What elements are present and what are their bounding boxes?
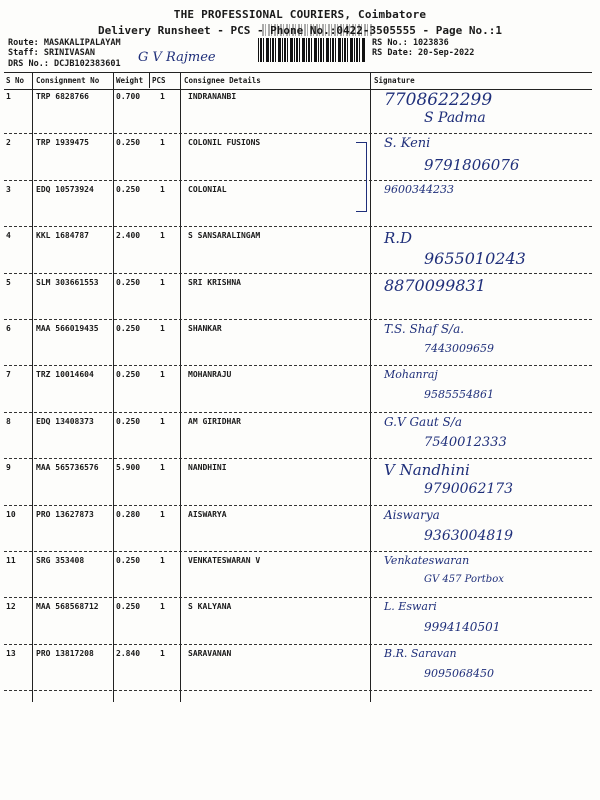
signature-line-2: 9585554861 bbox=[424, 388, 494, 402]
row-weight: 0.250 bbox=[116, 370, 141, 380]
row-consignment: PRO 13627873 bbox=[36, 509, 94, 519]
row-consignee: S KALYANA bbox=[188, 602, 232, 612]
row-consignment: EDQ 13408373 bbox=[36, 416, 94, 426]
row-consignment: SRG 353408 bbox=[36, 556, 85, 565]
rs-number: RS No.: 1023836 bbox=[372, 38, 449, 48]
signature-line-1: 8870099831 bbox=[384, 275, 486, 295]
row-consignee: NANDHINI bbox=[188, 463, 227, 473]
row-consignee: SRI KRISHNA bbox=[188, 277, 241, 287]
row-pcs: 1 bbox=[160, 463, 165, 473]
row-pcs: 1 bbox=[160, 138, 165, 148]
row-sno: 8 bbox=[6, 416, 11, 426]
col-pcs: PCS bbox=[152, 76, 166, 85]
table-row bbox=[4, 88, 592, 134]
table-row bbox=[4, 459, 592, 505]
row-consignment: TRP 6828766 bbox=[36, 92, 89, 101]
col-consignment: Consignment No bbox=[36, 76, 100, 85]
route-label: Route: MASAKALIPALAYAM bbox=[8, 38, 121, 48]
table-row bbox=[4, 598, 592, 644]
col-divider bbox=[149, 72, 150, 88]
row-consignee: COLONIL FUSIONS bbox=[188, 138, 261, 148]
signature-line-2: 9790062173 bbox=[424, 481, 514, 498]
row-consignee: COLONIAL bbox=[188, 184, 227, 194]
row-pcs: 1 bbox=[160, 184, 165, 194]
table-row bbox=[4, 274, 592, 320]
row-pcs: 1 bbox=[160, 648, 165, 658]
signature-line-2: S Padma bbox=[424, 110, 486, 126]
row-sno: 2 bbox=[6, 138, 11, 148]
row-pcs: 1 bbox=[160, 92, 165, 101]
row-divider bbox=[4, 690, 592, 691]
row-weight: 2.400 bbox=[116, 231, 141, 241]
row-consignee: SARAVANAN bbox=[188, 648, 232, 658]
signature-line-2: 7540012333 bbox=[424, 434, 507, 450]
signature-line-1: G.V Gaut S/a bbox=[384, 414, 462, 429]
table-row bbox=[4, 134, 592, 180]
row-pcs: 1 bbox=[160, 509, 165, 519]
signature-line-1: L. Eswari bbox=[384, 600, 437, 614]
signature-line-1: 9600344233 bbox=[384, 182, 454, 196]
signature-line-2: 9095068450 bbox=[424, 666, 494, 680]
runsheet-subtitle: Delivery Runsheet - PCS - Phone No.:0422-3505555 - Page No.:1 bbox=[98, 24, 502, 37]
row-pcs: 1 bbox=[160, 370, 165, 380]
row-consignment: MAA 568568712 bbox=[36, 602, 99, 612]
signature-line-1: Aiswarya bbox=[384, 507, 440, 522]
row-sno: 9 bbox=[6, 463, 11, 473]
row-consignment: TRP 1939475 bbox=[36, 138, 89, 148]
staff-label: Staff: SRINIVASAN bbox=[8, 48, 95, 58]
runsheet-table bbox=[4, 72, 592, 702]
signature-line-2: 7443009659 bbox=[424, 342, 494, 355]
row-consignee: VENKATESWARAN V bbox=[188, 556, 261, 565]
signature-line-1: S. Keni bbox=[384, 136, 431, 152]
row-weight: 0.250 bbox=[116, 556, 141, 565]
row-weight: 0.250 bbox=[116, 324, 141, 333]
table-row bbox=[4, 552, 592, 598]
table-row bbox=[4, 506, 592, 552]
row-pcs: 1 bbox=[160, 556, 165, 565]
row-weight: 2.840 bbox=[116, 648, 141, 658]
handwritten-bracket bbox=[356, 142, 367, 212]
row-pcs: 1 bbox=[160, 231, 165, 241]
col-signature: Signature bbox=[374, 76, 415, 85]
row-consignee: AISWARYA bbox=[188, 509, 227, 519]
row-sno: 10 bbox=[6, 509, 16, 519]
table-row bbox=[4, 366, 592, 412]
row-weight: 0.250 bbox=[116, 277, 141, 287]
signature-line-2: GV 457 Portbox bbox=[424, 574, 504, 585]
row-consignee: MOHANRAJU bbox=[188, 370, 232, 380]
row-pcs: 1 bbox=[160, 324, 165, 333]
row-consignment: PRO 13817208 bbox=[36, 648, 94, 658]
drs-number: DRS No.: DCJB102383601 bbox=[8, 59, 121, 69]
row-consignment: KKL 1684787 bbox=[36, 231, 89, 241]
signature-line-2: 9791806076 bbox=[424, 156, 520, 175]
row-weight: 5.900 bbox=[116, 463, 141, 473]
row-consignment: MAA 565736576 bbox=[36, 463, 99, 473]
row-sno: 6 bbox=[6, 324, 11, 333]
row-sno: 5 bbox=[6, 277, 11, 287]
signature-line-1: Venkateswaran bbox=[384, 554, 470, 567]
signature-line-1: V Nandhini bbox=[384, 461, 470, 480]
signature-line-2: 9994140501 bbox=[424, 620, 501, 635]
row-sno: 7 bbox=[6, 370, 11, 380]
row-consignment: TRZ 10014604 bbox=[36, 370, 94, 380]
row-weight: 0.250 bbox=[116, 416, 141, 426]
row-weight: 0.250 bbox=[116, 184, 141, 194]
row-consignee: AM GIRIDHAR bbox=[188, 416, 241, 426]
table-row bbox=[4, 645, 592, 691]
company-title: THE PROFESSIONAL COURIERS, Coimbatore bbox=[173, 8, 427, 21]
row-sno: 13 bbox=[6, 648, 16, 658]
signature-line-2: 9363004819 bbox=[424, 527, 514, 544]
table-row bbox=[4, 320, 592, 366]
signature-line-1: B.R. Saravan bbox=[384, 646, 457, 660]
table-row bbox=[4, 181, 592, 227]
table-row bbox=[4, 413, 592, 459]
barcode bbox=[258, 38, 366, 62]
handwritten-note: G V Rajmee bbox=[138, 50, 216, 65]
row-consignee: INDRANANBI bbox=[188, 92, 237, 101]
row-consignee: S SANSARALINGAM bbox=[188, 231, 261, 241]
signature-line-1: T.S. Shaf S/a. bbox=[384, 322, 465, 336]
row-sno: 12 bbox=[6, 602, 16, 612]
row-consignment: SLM 303661553 bbox=[36, 277, 99, 287]
row-weight: 0.250 bbox=[116, 138, 141, 148]
row-sno: 3 bbox=[6, 184, 11, 194]
row-sno: 11 bbox=[6, 556, 16, 565]
col-sno: S No bbox=[6, 76, 25, 85]
signature-line-1: Mohanraj bbox=[384, 368, 438, 382]
col-weight: Weight bbox=[116, 76, 144, 85]
row-sno: 1 bbox=[6, 92, 11, 101]
signature-line-1: 7708622299 bbox=[384, 90, 493, 110]
row-weight: 0.700 bbox=[116, 92, 141, 101]
row-sno: 4 bbox=[6, 231, 11, 241]
row-consignee: SHANKAR bbox=[188, 324, 222, 333]
row-weight: 0.250 bbox=[116, 602, 141, 612]
signature-line-2: 9655010243 bbox=[424, 249, 526, 269]
row-consignment: MAA 566019435 bbox=[36, 324, 99, 333]
row-pcs: 1 bbox=[160, 416, 165, 426]
row-weight: 0.280 bbox=[116, 509, 141, 519]
col-consignee: Consignee Details bbox=[184, 76, 261, 85]
signature-line-1: R.D bbox=[384, 229, 413, 248]
row-pcs: 1 bbox=[160, 277, 165, 287]
row-consignment: EDQ 10573924 bbox=[36, 184, 94, 194]
rs-date: RS Date: 20-Sep-2022 bbox=[372, 48, 475, 58]
row-pcs: 1 bbox=[160, 602, 165, 612]
table-row bbox=[4, 227, 592, 273]
